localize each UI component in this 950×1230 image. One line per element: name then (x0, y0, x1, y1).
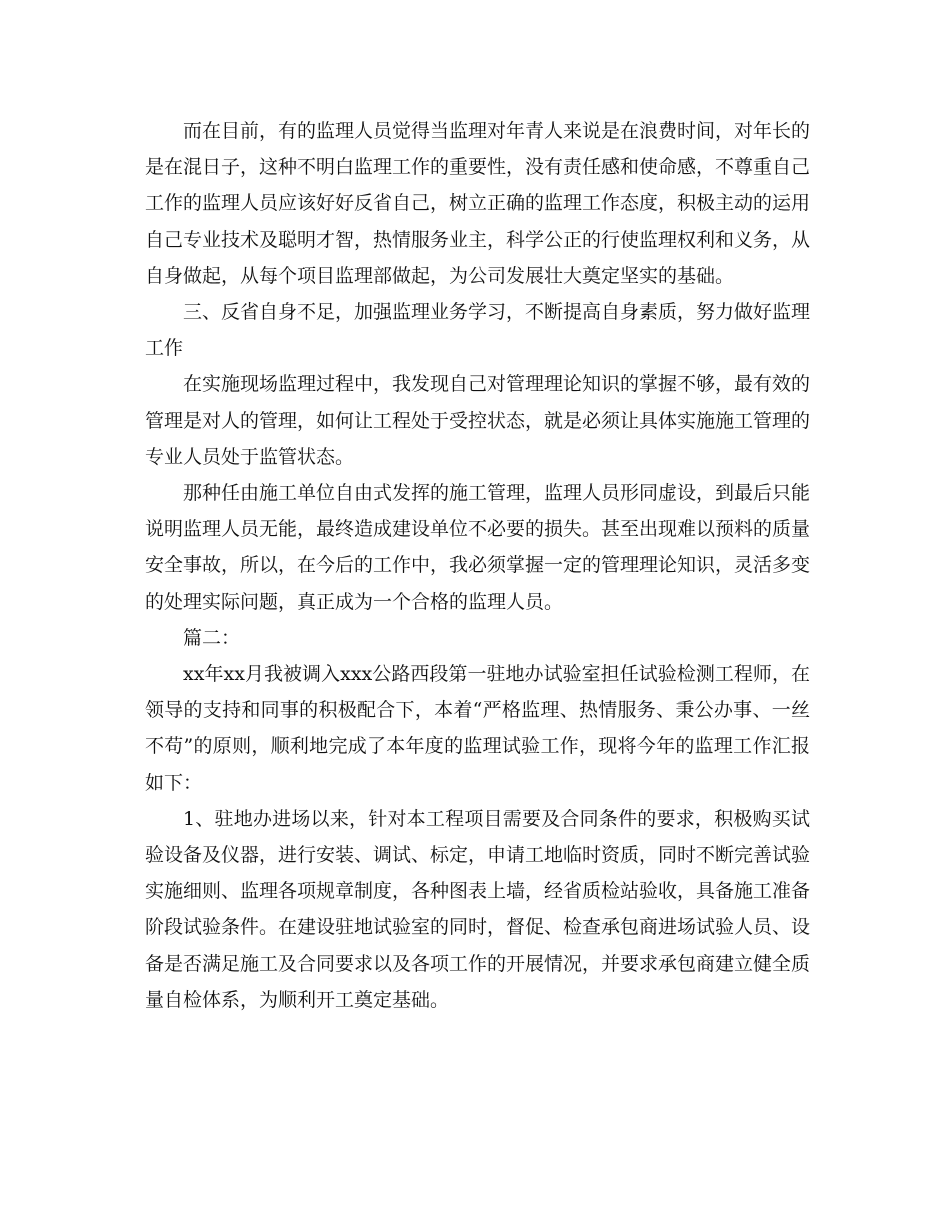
paragraph-1: 而在目前，有的监理人员觉得当监理对年青人来说是在浪费时间，对年长的是在混日子，这种不明白监理工作的重要性，没有责任感和使命感，不尊重自己工作的监理人员应该好好反省自己，树立正确的监理工作态度，积极主动的运用自己专业技术及聪明才智，热情服务业主，科学公正的行使监理权利和义务，从自身做起，从每个项目监理部做起，为公司发展壮大奠定坚实的基础。 (145, 120, 811, 287)
paragraph-4: xx年xx月我被调入xxx公路西段第一驻地办试验室担任试验检测工程师，在领导的支持和同事的积极配合下，本着“严格监理、热情服务、秉公办事、一丝不苟”的原则，顺利地完成了本年度的监理试验工作，现将今年的监理工作汇报如下： (145, 663, 810, 794)
section-heading-3: 三、反省自身不足，加强监理业务学习，不断提高自身素质，努力做好监理工作 (145, 301, 811, 360)
paragraph-2: 在实施现场监理过程中，我发现自己对管理理论知识的掌握不够，最有效的管理是对人的管理，如何让工程处于受控状态，就是必须让具体实施施工管理的专业人员处于监管状态。 (145, 373, 811, 468)
document-body (145, 113, 810, 1018)
paragraph-5: 1、驻地办进场以来，针对本工程项目需要及合同条件的要求，积极购买试验设备及仪器，进行安装、调试、标定，申请工地临时资质，同时不断完善试验实施细则、监理各项规章制度，各种图表上墙，经省质检站验收，具备施工准备阶段试验条件。在建设驻地试验室的同时，督促、检查承包商进场试验人员、设备是否满足施工及合同要求以及各项工作的开展情况，并要求承包商建立健全质量自检体系，为顺利开工奠定基础。 (145, 807, 811, 1011)
part-two-heading: 篇二： (183, 626, 241, 649)
paragraph-3: 那种任由施工单位自由式发挥的施工管理，监理人员形同虚设，到最后只能说明监理人员无能，最终造成建设单位不必要的损失。甚至出现难以预料的质量安全事故，所以，在今后的工作中，我必须掌握一定的管理理论知识，灵活多变的处理实际问题，真正成为一个合格的监理人员。 (145, 482, 811, 613)
